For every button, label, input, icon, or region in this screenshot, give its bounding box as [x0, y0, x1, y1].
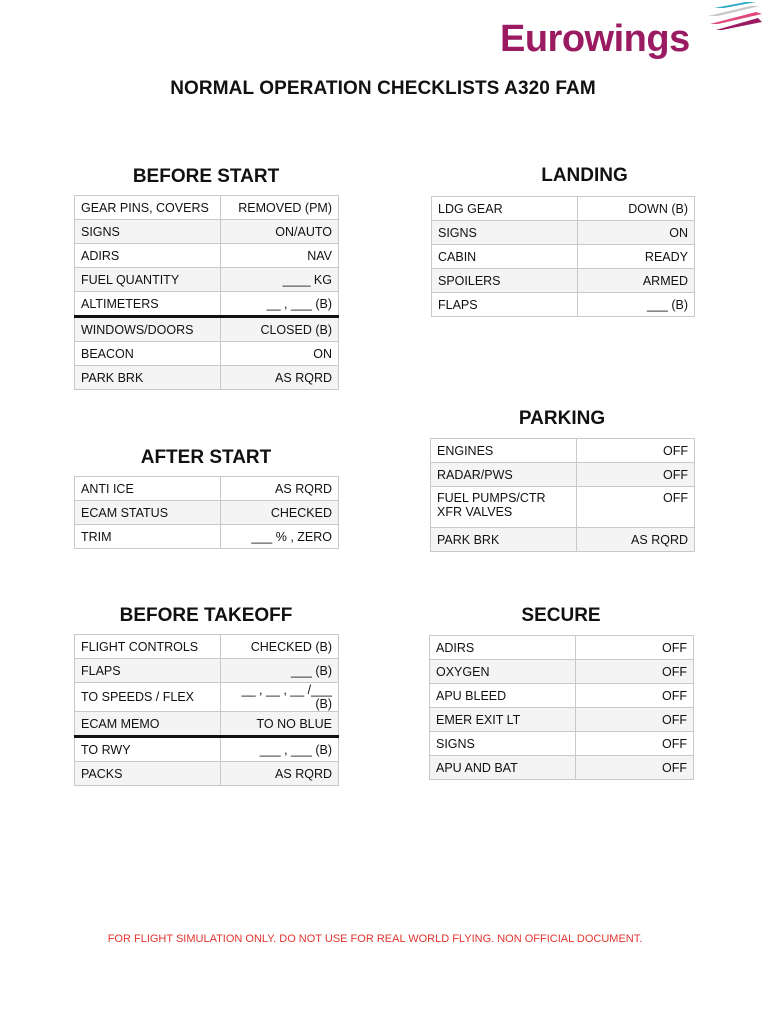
table-row [75, 737, 339, 762]
table-row [432, 293, 695, 317]
checklist-item: SPOILERS [432, 269, 578, 293]
section-title: BEFORE TAKEOFF [119, 605, 293, 626]
brand-name: Eurowings [500, 18, 690, 60]
checklist-value: AS RQRD [221, 366, 339, 390]
table-row [431, 528, 695, 552]
checklist-item [431, 487, 577, 528]
checklist-item: FUEL QUANTITY [75, 268, 221, 292]
table-row [430, 732, 694, 756]
checklist-value: ___ (B) [221, 659, 339, 683]
checklist-item-line2: XFR VALVES [437, 505, 513, 519]
checklist-value: CLOSED (B) [221, 317, 339, 342]
table-row [75, 196, 339, 220]
checklist-item: SIGNS [430, 732, 576, 756]
checklist-value: OFF [577, 487, 695, 528]
table-row [75, 244, 339, 268]
checklist-item: ADIRS [75, 244, 221, 268]
checklist-value: OFF [576, 636, 694, 660]
eurowings-logo [500, 0, 768, 70]
table-row [432, 245, 695, 269]
table-row [75, 268, 339, 292]
checklist-value: OFF [577, 439, 695, 463]
checklist-item: ECAM STATUS [75, 501, 221, 525]
checklist-value: __ , ___ (B) [221, 292, 339, 317]
table-row [430, 708, 694, 732]
checklist-value: __ , __ , __ /___ (B) [221, 683, 339, 712]
checklist-item: SIGNS [432, 221, 578, 245]
checklist-item: APU BLEED [430, 684, 576, 708]
table-row [75, 317, 339, 342]
checklist-item: FLAPS [75, 659, 221, 683]
checklist-item: PARK BRK [431, 528, 577, 552]
table-row [432, 197, 695, 221]
table-row [431, 487, 695, 528]
checklist-item-line1: FUEL PUMPS/CTR [437, 491, 546, 505]
section-title: LANDING [541, 165, 628, 186]
checklist-item: ENGINES [431, 439, 577, 463]
checklist-value: ___ % , ZERO [221, 525, 339, 549]
checklist-value: TO NO BLUE [221, 712, 339, 737]
checklist-value: AS RQRD [577, 528, 695, 552]
table-row [430, 636, 694, 660]
checklist-item: GEAR PINS, COVERS [75, 196, 221, 220]
table-row [432, 269, 695, 293]
checklist-item: ANTI ICE [75, 477, 221, 501]
checklist-item: FLIGHT CONTROLS [75, 635, 221, 659]
checklist-value: CHECKED (B) [221, 635, 339, 659]
checklist-value: ARMED [578, 269, 695, 293]
table-row [75, 220, 339, 244]
checklist-value: READY [578, 245, 695, 269]
checklist-item: BEACON [75, 342, 221, 366]
checklist-item: RADAR/PWS [431, 463, 577, 487]
table-row [75, 659, 339, 683]
checklist-value: OFF [576, 756, 694, 780]
checklist-value: ON [578, 221, 695, 245]
table-row [75, 635, 339, 659]
checklist-item: ECAM MEMO [75, 712, 221, 737]
checklist-value: OFF [576, 684, 694, 708]
checklist-table [74, 195, 339, 390]
disclaimer-footer: FOR FLIGHT SIMULATION ONLY. DO NOT USE FOR REAL WORLD FLYING. NON OFFICIAL DOCUMENT. [107, 933, 643, 945]
checklist-item: PACKS [75, 762, 221, 786]
checklist-value: OFF [576, 708, 694, 732]
checklist-value: ____ KG [221, 268, 339, 292]
section-title: AFTER START [140, 447, 272, 468]
checklist-value: OFF [576, 732, 694, 756]
checklist-table [74, 634, 339, 786]
table-row [75, 525, 339, 549]
checklist-item: WINDOWS/DOORS [75, 317, 221, 342]
checklist-value: OFF [576, 660, 694, 684]
checklist-value: AS RQRD [221, 762, 339, 786]
checklist-value: ___ , ___ (B) [221, 737, 339, 762]
table-row [75, 683, 339, 712]
table-row [75, 366, 339, 390]
checklist-value: NAV [221, 244, 339, 268]
checklist-value: CHECKED [221, 501, 339, 525]
checklist-table [431, 196, 695, 317]
checklist-item: ADIRS [430, 636, 576, 660]
table-row [430, 684, 694, 708]
checklist-item: TO SPEEDS / FLEX [75, 683, 221, 712]
checklist-value: ON [221, 342, 339, 366]
table-row [75, 712, 339, 737]
table-row [75, 762, 339, 786]
checklist-item: LDG GEAR [432, 197, 578, 221]
table-row [430, 660, 694, 684]
checklist-item: TO RWY [75, 737, 221, 762]
document-title: NORMAL OPERATION CHECKLISTS A320 FAM [170, 78, 596, 99]
checklist-item: OXYGEN [430, 660, 576, 684]
eurowings-stripes-logo-icon [700, 0, 764, 40]
checklist-item: TRIM [75, 525, 221, 549]
table-row [75, 477, 339, 501]
table-row [75, 501, 339, 525]
table-row [75, 292, 339, 317]
table-row [431, 439, 695, 463]
checklist-item: FLAPS [432, 293, 578, 317]
checklist-value: AS RQRD [221, 477, 339, 501]
section-title: BEFORE START [132, 166, 280, 187]
checklist-value: ___ (B) [578, 293, 695, 317]
checklist-value: OFF [577, 463, 695, 487]
checklist-value: ON/AUTO [221, 220, 339, 244]
checklist-item: EMER EXIT LT [430, 708, 576, 732]
checklist-item: PARK BRK [75, 366, 221, 390]
checklist-table [74, 476, 339, 549]
checklist-item: APU AND BAT [430, 756, 576, 780]
checklist-item: SIGNS [75, 220, 221, 244]
table-row [75, 342, 339, 366]
checklist-table [429, 635, 694, 780]
section-title: PARKING [518, 408, 606, 429]
section-title: SECURE [521, 605, 601, 626]
checklist-item: ALTIMETERS [75, 292, 221, 317]
table-row [431, 463, 695, 487]
table-row [432, 221, 695, 245]
checklist-value: REMOVED (PM) [221, 196, 339, 220]
checklist-item: CABIN [432, 245, 578, 269]
checklist-value: DOWN (B) [578, 197, 695, 221]
table-row [430, 756, 694, 780]
checklist-table [430, 438, 695, 552]
